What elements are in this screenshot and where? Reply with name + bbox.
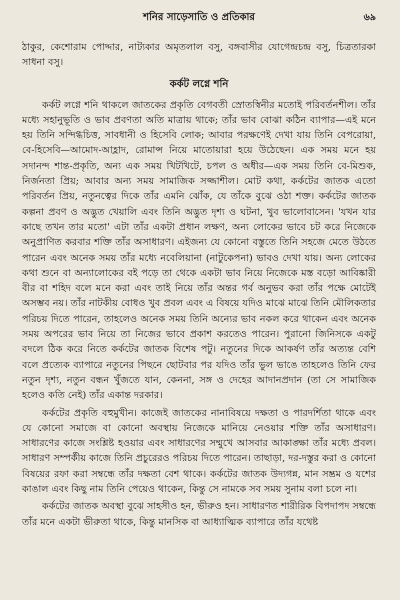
page-number: ৬৯ xyxy=(363,12,376,23)
body-paragraph: কর্কটের প্রকৃতি বহুমুখীন। কাজেই জাতকের নানাবিষয়ে দক্ষতা ও পারদর্শিতা থাকে এবং যে কোনো সমাজে বা কোনো অবস্থায় নিজেকে মানিয়ে নেওয়ার শক্তি তাঁর অসাধারণ। সাধারণের কাজে সংশ্লিষ্ট হওয়ার এবং সাধারণের সম্মুখে আসবার আকাঙ্ক্ষা তাঁর মধ্যে প্রবল। সাধারণ সম্পর্কীয় কাজে তিনি প্রচুরেরও পরিচয় দিতে পারেন। তাছাড়া, দর-দস্তুর করা ও কোনো বিষয়ের রফা করা সম্বন্ধে তাঁর দক্ষতা বেশ থাকে। কর্কটের জাতক উদ্যগন্ন, মান সম্ভ্রম ও যশের কাঙাল এবং কিছু নাম তিনি পেয়েও থাকেন, কিন্তু সে নামকে সব সময় সুনাম বলা চলে না। xyxy=(22,407,376,496)
body-paragraph: কর্কটের জাতক অবস্থা বুঝে সাহসীও হন, ভীরুও হন। সাধারণত শারীরিক বিপদাপদ সম্বন্ধে তাঁর মনে একটা ভীরুতা থাকে, কিন্তু মানসিক বা আধ্যাত্মিক ব্যাপারে তাঁর যথেষ্ট xyxy=(22,501,376,528)
section-heading: কর্কট লগ্নে শনি xyxy=(169,78,229,90)
running-header xyxy=(22,10,376,30)
intro-paragraph: ঠাকুর, কেশোরাম পোদ্দার, নাট্যকার অমৃতলাল বসু, বঙ্গবাসীর যোগেন্দ্রচন্দ্র বসু, চিত্রতারকা সাধনা বসু। xyxy=(22,42,376,69)
running-title: শনির সাড়েসাতি ও প্রতিকার xyxy=(143,12,255,23)
body-paragraph: কর্কট লগ্নে শনি থাকলে জাতকের প্রকৃতি বেগবতী স্রোতস্বিনীর মতোই পরিবর্তনশীল। তাঁর মধ্যে সহানুভূতি ও ভাব প্রবণতা অতি মাত্রায় থাকে; তাঁর ভাব বোঝা কঠিন ব্যাপার—এই মনে হয় তিনি সন্দিগ্ধচিত্ত, সাবধানী ও হিসেবি লোক; আবার পরক্ষণেই দেখা যায় তিনি বেপরোয়া, বে-হিসেবি—আমোদ-আহ্লাদ, রোমান্স নিয়ে মাতোয়ারা হয়ে উঠেছেন। এক সময় মনে হয় সদানন্দ শান্ত-প্রকৃতি, অন্য এক সময় খিটখিটে, চপল ও অধীর—এক সময় তিনি বে-মিশুক, নির্জনতা প্রিয়; আবার অন্য সময় সামাজিক সজ্জাশীল। মোট কথা, কর্কটের জাতক এতো পরিবর্তন প্রিয়, নতুনত্বের দিকে তাঁর এমনি ঝোঁক, যে তাঁকে বুঝে ওঠা শক্ত। কর্কটের জাতক কল্পনা প্রবণ ও অদ্ভুত খেয়ালি এবং তিনি অদ্ভুত দৃশ্য ও ঘটনা, খুব ভালোবাসেন। 'যখন যার কাছে তখন তার মতো' এটা তাঁর একটা প্রধান লক্ষণ, অন্য লোকের ভাবে চট করে নিজেকে অনুপ্রাণিত করবার শক্তি তাঁর অসাধারণ। এইজন্য যে কোনো বস্তুতে তিনি সহজে মেতে উঠতে পারেন এবং অনেক সময় তাঁর মধ্যে নবেলিয়ানা (নাটুকেপনা) ভাবও দেখা যায়। অন্য লোকের কথা শুনে বা অন্যালোকের বই পড়ে তা থেকে একটা ভাব নিয়ে নিজেকে মস্ত বড়ো আবিষ্কারী বীর বা শহিদ বলে মনে করা এবং তাই নিয়ে তাঁর অন্তর গর্ব অনুভব করা তাঁর পক্ষে মোটেই অসম্ভব নয়। তাঁর নাটকীয় বোধও খুব প্রবল এবং এ বিষয়ে যদিও মাঝে মাঝে তিনি মৌলিকতার পরিচয় দিতে পারেন, তাহলেও অনেক সময় তিনি অন্যের ভাব নকল করে থাকেন এবং অনেক সময় অপরের ভাব নিয়ে তা নিজের ভাবে প্রকাশ করতেও পারেন। পুরানো জিনিসকে একটু বদলে ঠিক করে নিতে কর্কটের জাতক বিশেষ পটু। নতুনের দিকে আকর্ষণ তাঁর অত্যন্ত বেশি বলে প্রত্যেক ব্যাপারে নতুনের পিছনে ছোটবার পর যদিও তাঁর ভুল ভাঙে তাহলেও তিনি ফের নতুন দৃশ্য, নতুন বন্ধন খুঁজতে যান, কেননা, সঙ্গ ও দেহের আদানপ্রদান (তা সে সামাজিক হলেও কতি নেই) তাঁর একান্ত দরকার। xyxy=(22,99,376,402)
